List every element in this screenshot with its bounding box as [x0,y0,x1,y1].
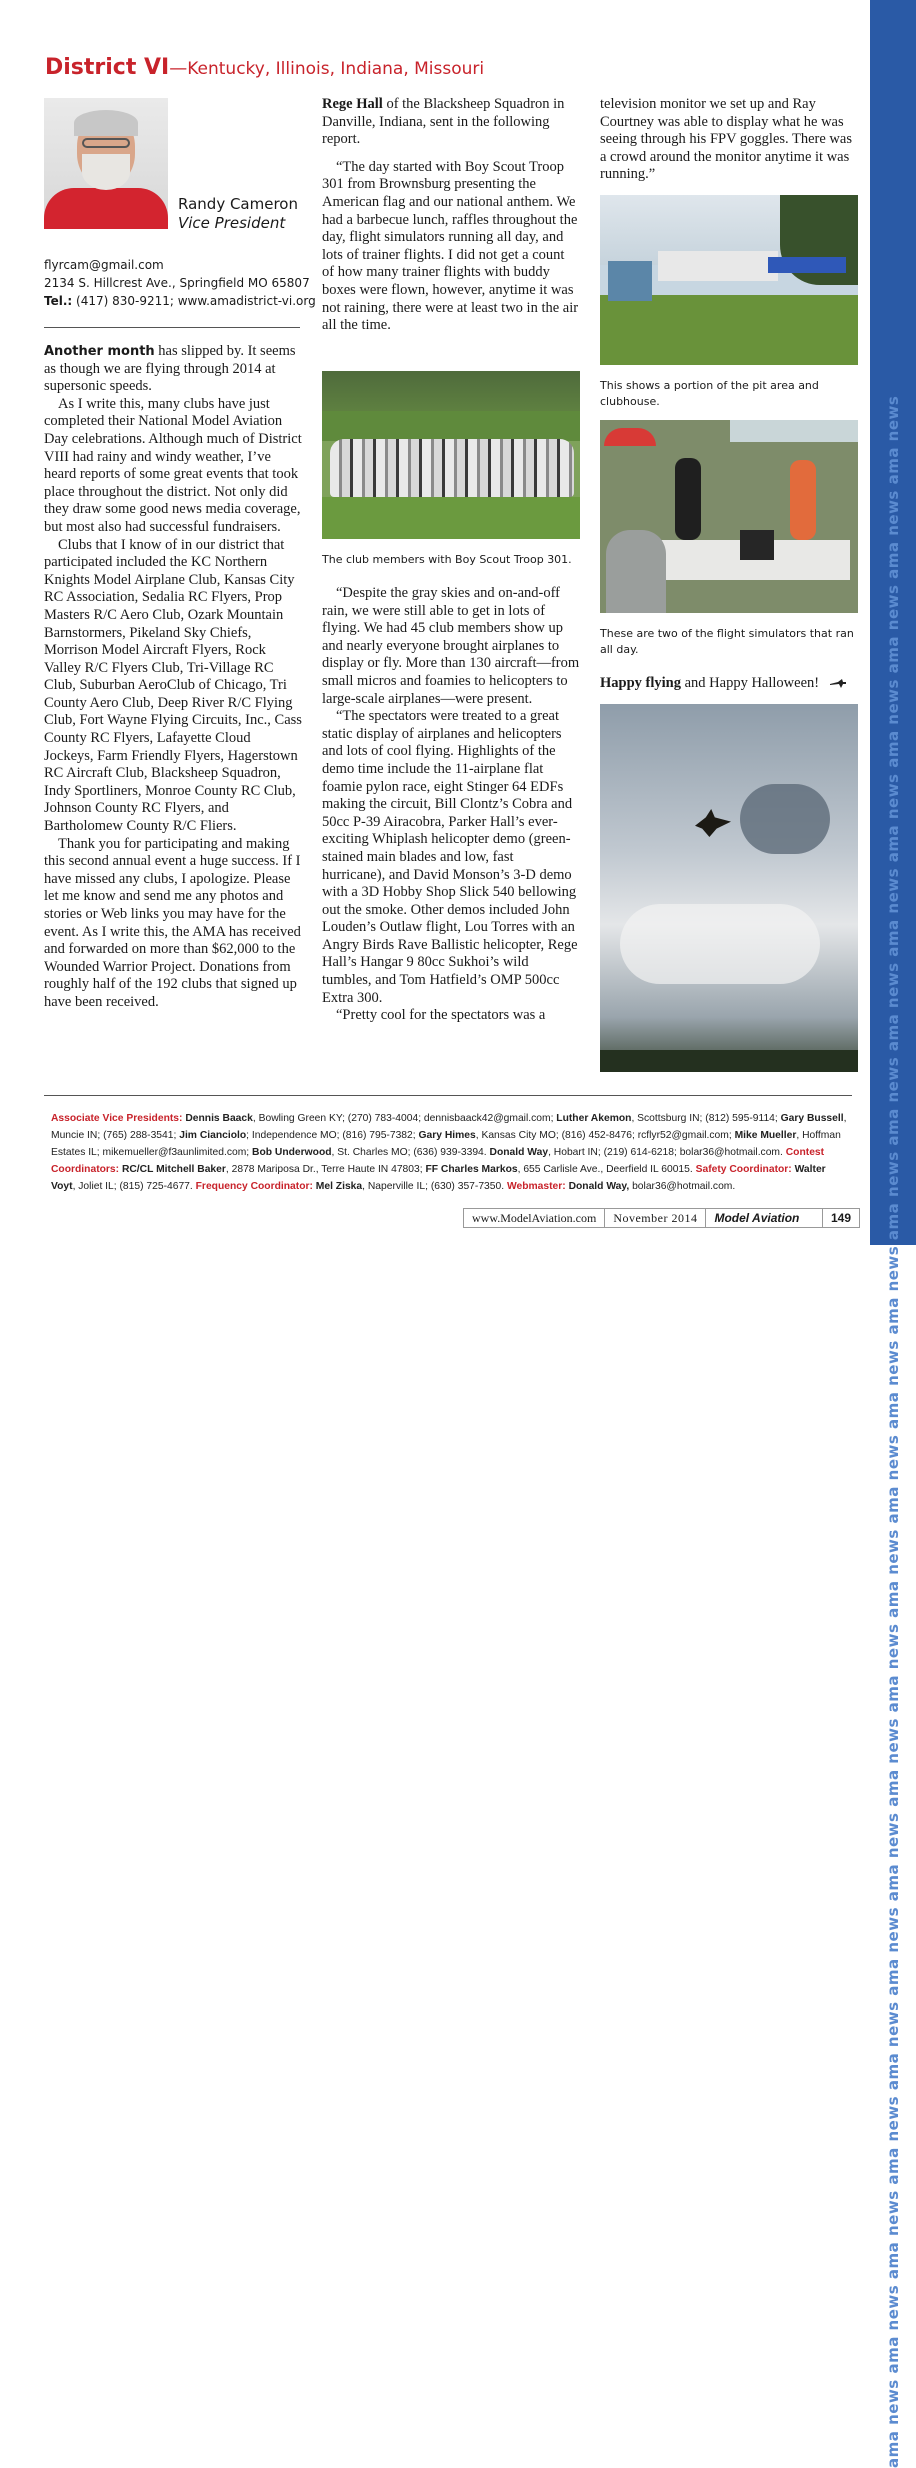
article-column-3 [600,96,858,184]
paragraph: “Despite the gray skies and on-and-off rain, we were still able to get in lots of flying. We had 45 club members show up and nearly everyone brought airplanes to display or fly. More than 130 aircraft—from small micros and foamies to helicopters to large-scale airplanes—were present. [322,585,580,707]
person-info: , Muncie IN; (765) 288-3541; [51,1113,847,1141]
header-dash: — [169,58,188,79]
district-header [45,55,865,80]
ama-news-strip [870,0,916,2468]
contact-tel-value: (417) 830-9211; www.amadistrict-vi.org [76,294,316,308]
paragraph: television monitor we set up and Ray Courtney was able to display what he was seeing through his FPV goggles. There was a crowd around the monitor anytime it was running.” [600,96,852,183]
paragraph: has slipped by. It seems as though we are flying through 2014 at supersonic speeds. [44,343,296,395]
district-states: Kentucky, Illinois, Indiana, Missouri [187,59,485,79]
person-name: Mel Ziska [312,1181,363,1192]
avp-label: Associate Vice Presidents: [51,1113,183,1124]
person-info: , Scottsburg IN; (812) 595-9114; [631,1113,781,1124]
frequency-coordinator-label: Frequency Coordinator: [195,1181,313,1192]
person-info: , St. Charles MO; (636) 939-3394. [331,1147,490,1158]
person-info: , Hobart IN; (219) 614-6218; bolar36@hotmail.com. [548,1147,786,1158]
person-name: Gary Himes [418,1130,476,1141]
contact-address: 2134 S. Hillcrest Ave., Springfield MO 65807 [44,276,310,290]
person-name: Mike Mueller [734,1130,797,1141]
website-link[interactable]: www.ModelAviation.com [464,1209,605,1227]
page-number: 149 [830,1211,851,1225]
paragraph: of the Blacksheep Squadron in Danville, Indiana, sent in the following report. [322,96,565,148]
person-info: , 655 Carlisle Ave., Deerfield IL 60015. [517,1164,696,1175]
magazine-name: Model Aviation [706,1209,823,1227]
person-name: RC/CL Mitchell Baker [119,1164,226,1175]
article-column-1 [44,343,302,1012]
person-info: , Joliet IL; (815) 725-4677. [72,1181,196,1192]
photo-caption: This shows a portion of the pit area and clubhouse. [600,379,819,408]
person-name: Donald Way [489,1147,549,1158]
contact-info [44,256,316,310]
closing-line [600,675,858,692]
lead-in: Another month [44,344,155,359]
divider [44,327,300,328]
person-info: ; Independence MO; (816) 795-7382; [246,1130,419,1141]
photo-caption: These are two of the flight simulators that ran all day. [600,627,854,656]
contact-tel-label: Tel.: [44,294,73,308]
person-info: bolar36@hotmail.com. [629,1181,736,1192]
strip-text: ama news ama news ama news ama news ama news ama news ama news ama news ama news ama news ama news ama news ama news ama news ama news ama news ama news ama news ama news ama news ama news ama news [884,395,902,2468]
paragraph: “The spectators were treated to a great static display of airplanes and helicopters and lots of cool flying. Highlights of the demo time include the 11-airplane flat foamie pylon race, eight Stinger 64 EDFs making the circuit, Bill Clontz’s Cobra and 50cc P-39 Airacobra, Parker Hall’s ever-exciting Whiplash helicopter demo (green-stained main blades and low, fast hurricane), and David Monson’s 3-D demo with a 3D Hobby Shop Slick 540 bellowing out the smoke. Other demos included John Louden’s Outlaw flight, Lou Torres with an Angry Birds Rave Ballistic helicopter, Rege Hall’s Hangar 9 80cc Sukhoi’s wild tumbles, and Tom Hatfield’s OMP 500cc Extra 300. [322,708,578,1006]
person-name: Walter Voyt [51,1164,826,1192]
person-name: Jim Cianciolo [179,1130,247,1141]
paragraph: As I write this, many clubs have just completed their National Model Aviation Day celebrations. Although much of District VIII had rainy and windy weather, I’ve heard reports of some great events that took place throughout the district. Not only did they draw some good news media coverage, but most also had successful fundraisers. [44,395,302,535]
person-info: , Naperville IL; (630) 357-7350. [362,1181,507,1192]
officer-portrait [44,98,168,229]
person-info: , Kansas City MO; (816) 452-8476; rcflyr52@gmail.com; [475,1130,735,1141]
contact-email: flyrcam@gmail.com [44,258,164,272]
officer-title: Vice President [178,214,286,232]
paragraph: “Pretty cool for the spectators was a [336,1007,546,1024]
paragraph: “The day started with Boy Scout Troop 301 from Brownsburg presenting the American flag and our national anthem. We had a barbecue lunch, raffles throughout the day, flight simulators running all day, and lots of trainer flights. I did not get a count of how many trainer flights with buddy boxes were flown, however, anytime it was not raining, there were at least two in the air all the time. [322,158,579,334]
person-info: , Hoffman Estates IL; mikemueller@f3aunlimited.com; [51,1130,841,1158]
paragraph: Thank you for participating and making this second annual event a huge success. If I have missed any clubs, I apologize. Please let me know and send me any photos and stories or Web links you may have for the event. As I write this, the AMA has received and forwarded on more than $62,000 to the Wounded Warrior Project. Donations from roughly half of the 192 clubs that signed up have been received. [44,835,301,1010]
source-name: Rege Hall [322,96,383,112]
person-info: , Bowling Green KY; (270) 783-4004; dennisbaack42@gmail.com; [252,1113,557,1124]
paragraph: Clubs that I know of in our district that participated included the KC Northern Knights Model Airplane Club, Kansas City RC Association, Sedalia RC Flyers, Prop Masters R/C Aero Club, Ozark Mountain Barnstormers, Pikeland Sky Chiefs, Morrison Model Aircraft Flyers, Rock Valley R/C Flyers Club, Tri-Village RC Club, Suburban AeroClub of Chicago, Tri County Aero Club, Deep River R/C Flying Club, Fort Wayne Flying Circuits, Inc., Cass County RC Flyers, Lafayette Cloud Jockeys, Farm Friendly Flyers, Hagerstown RC Aircraft Club, Blacksheep Squadron, Indy Sportliners, Monroe County RC Club, Johnson County RC Flyers, and Bartholomew County R/C Fliers. [44,536,302,835]
club-members-photo [322,371,580,539]
article-column-2-top [322,96,580,335]
closing-bold: Happy flying [600,675,681,691]
contest-coordinators-label: Contest Coordinators: [51,1147,825,1175]
officer-name: Randy Cameron [178,195,298,213]
webmaster-label: Webmaster: [506,1181,566,1192]
safety-coordinator-label: Safety Coordinator: [695,1164,792,1175]
district-title: District VI [45,55,170,80]
officer-name-block [178,195,298,233]
divider [44,1095,852,1096]
photo-caption: The club members with Boy Scout Troop 301. [322,553,572,566]
page-footer-bar [463,1208,860,1228]
person-name: Dennis Baack [185,1113,253,1124]
person-name: Luther Akemon [556,1113,632,1124]
closing-rest: and Happy Halloween! [680,675,820,691]
coordinators-footer [51,1110,851,1195]
flight-simulators-photo [600,420,858,613]
pit-area-photo [600,195,858,365]
issue-date: November 2014 [605,1209,706,1227]
person-name: Gary Bussell [780,1113,844,1124]
person-name: FF Charles Markos [425,1164,518,1175]
airplane-icon [829,679,847,688]
person-name: Donald Way, [565,1181,630,1192]
person-info: , 2878 Mariposa Dr., Terre Haute IN 47803; [225,1164,426,1175]
person-name: Bob Underwood [252,1147,332,1158]
witch-sky-photo [600,704,858,1072]
article-column-2-bottom [322,585,580,1025]
